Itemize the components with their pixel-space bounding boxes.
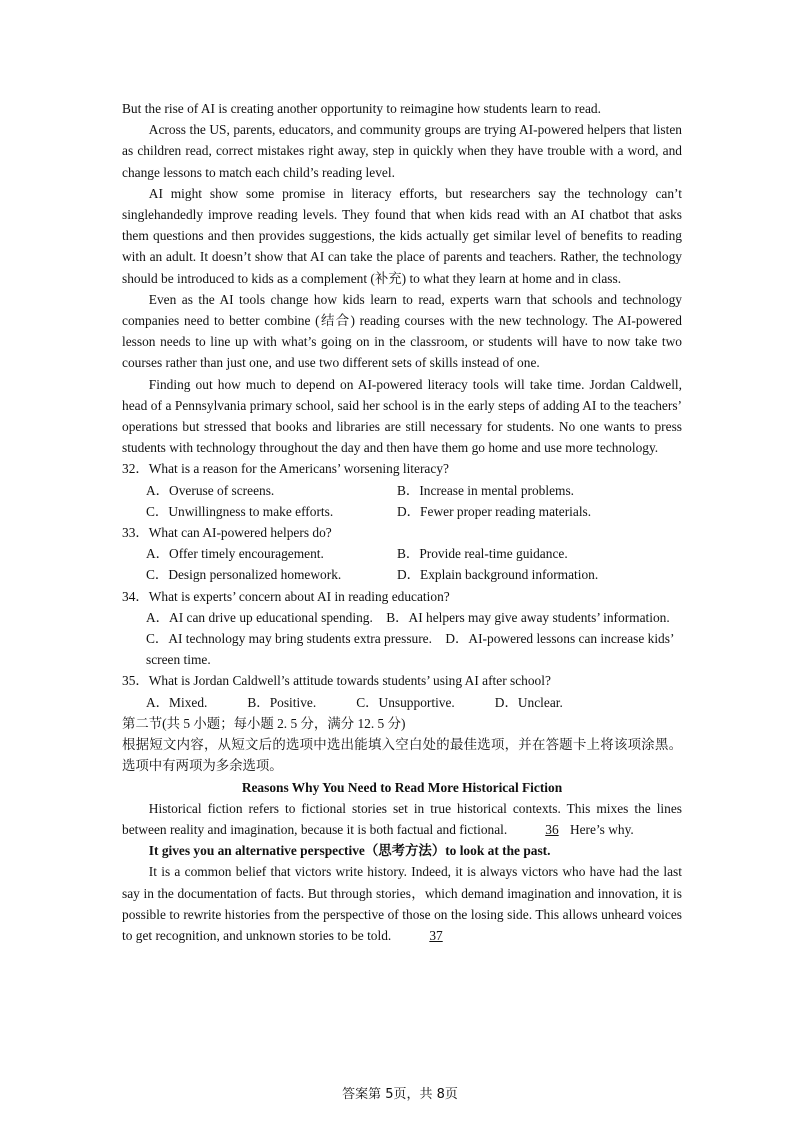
option-33-c: C．Design personalized homework. bbox=[146, 567, 342, 583]
option-33-d: D．Explain background information. bbox=[397, 567, 599, 583]
option-35-d: D．Unclear. bbox=[494, 694, 563, 710]
option-33-a: A．Offer timely encouragement. bbox=[146, 546, 324, 562]
paragraph-4: Even as the AI tools change how kids learn to read, experts warn that schools and technology companies need to better combine (结合) reading courses with the new technology. The AI-powered lesson needs to line up with what’s going on in the classroom, or students will have to now take two courses rather than just one, and use two different sets of skills instead of one. bbox=[122, 291, 682, 371]
question-33-stem: 33．What can AI-powered helpers do? bbox=[122, 525, 332, 541]
option-34-cd: C．AI technology may bring students extra pressure. D．AI-powered lessons can increase kids’ screen time. bbox=[146, 631, 674, 668]
question-33-options-row2 bbox=[122, 564, 682, 585]
passage-paragraph-text: It is a common belief that victors write history. Indeed, it is always victors who have had the last say in the documentation of facts. But through stories，which demand imagination and innovation, it is possible to rewrite histories from the perspective of those on the losing side. This allows unheard voices to get recognition, and unknown stories to be told. bbox=[122, 864, 682, 943]
question-32-options-row2 bbox=[122, 501, 682, 522]
text-body bbox=[122, 98, 682, 946]
blank-37: 37 bbox=[429, 927, 443, 943]
section-instructions: 根据短文内容，从短文后的选项中选出能填入空白处的最佳选项，并在答题卡上将该项涂黑。选项中有两项为多余选项。 bbox=[122, 737, 682, 774]
question-32-options-row1 bbox=[122, 480, 682, 501]
paragraph-1: But the rise of AI is creating another opportunity to reimagine how students learn to read. bbox=[122, 101, 601, 116]
passage-subheading: It gives you an alternative perspective（思考方法）to look at the past. bbox=[148, 843, 551, 859]
question-32-stem: 32．What is a reason for the Americans’ worsening literacy? bbox=[122, 461, 449, 477]
question-33-options-row1 bbox=[122, 543, 682, 564]
paragraph-3: AI might show some promise in literacy efforts, but researchers say the technology can’t singlehandedly improve reading levels. They found that when kids read with an AI chatbot that asks them questions and then provides suggestions, the kids actually get similar level of benefits to reading with an adult. It doesn’t show that AI can take the place of parents and teachers. Rather, the technology should be introduced to kids as a complement (补充) to what they learn at home and in class. bbox=[122, 185, 682, 286]
option-33-b: B．Provide real-time guidance. bbox=[397, 546, 568, 562]
passage-intro-tail: Here’s why. bbox=[569, 821, 634, 837]
question-34-stem: 34．What is experts’ concern about AI in reading education? bbox=[122, 588, 450, 604]
section-heading: 第二节(共 5 小题；每小题 2. 5 分，满分 12. 5 分) bbox=[122, 715, 406, 731]
option-34-ab: A．AI can drive up educational spending. B．AI helpers may give away students’ information. bbox=[146, 609, 670, 625]
option-32-c: C．Unwillingness to make efforts. bbox=[146, 503, 334, 519]
passage-paragraph bbox=[122, 861, 682, 946]
option-32-b: B．Increase in mental problems. bbox=[397, 482, 575, 498]
page-footer: 答案第 5页，共 8页 bbox=[342, 1087, 458, 1102]
option-35-b: B．Positive. bbox=[247, 694, 317, 710]
blank-36: 36 bbox=[545, 821, 559, 837]
option-35-a: A．Mixed. bbox=[146, 694, 208, 710]
passage-intro bbox=[122, 798, 682, 840]
passage-intro-text: Historical fiction refers to fictional stories set in true historical contexts. This mixes the lines between reality and imagination, because it is both factual and fictional. bbox=[122, 800, 682, 837]
passage-title: Reasons Why You Need to Read More Historical Fiction bbox=[241, 779, 563, 795]
option-35-c: C．Unsupportive. bbox=[356, 694, 455, 710]
question-35-options bbox=[122, 692, 682, 713]
question-35-stem: 35．What is Jordan Caldwell’s attitude towards students’ using AI after school? bbox=[122, 673, 551, 689]
option-32-a: A．Overuse of screens. bbox=[146, 482, 275, 498]
paragraph-2: Across the US, parents, educators, and community groups are trying AI-powered helpers that listen as children read, correct mistakes right away, step in quickly when they have trouble with a word, and change lessons to match each child’s reading level. bbox=[122, 122, 682, 180]
option-32-d: D．Fewer proper reading materials. bbox=[397, 503, 592, 519]
paragraph-5: Finding out how much to depend on AI-powered literacy tools will take time. Jordan Caldwell, head of a Pennsylvania primary school, said her school is in the early steps of adding AI to the teachers’ operations but stressed that books and libraries are still necessary for students. No one wants to press students with technology throughout the day and then have them go home and use more technology. bbox=[122, 376, 682, 456]
